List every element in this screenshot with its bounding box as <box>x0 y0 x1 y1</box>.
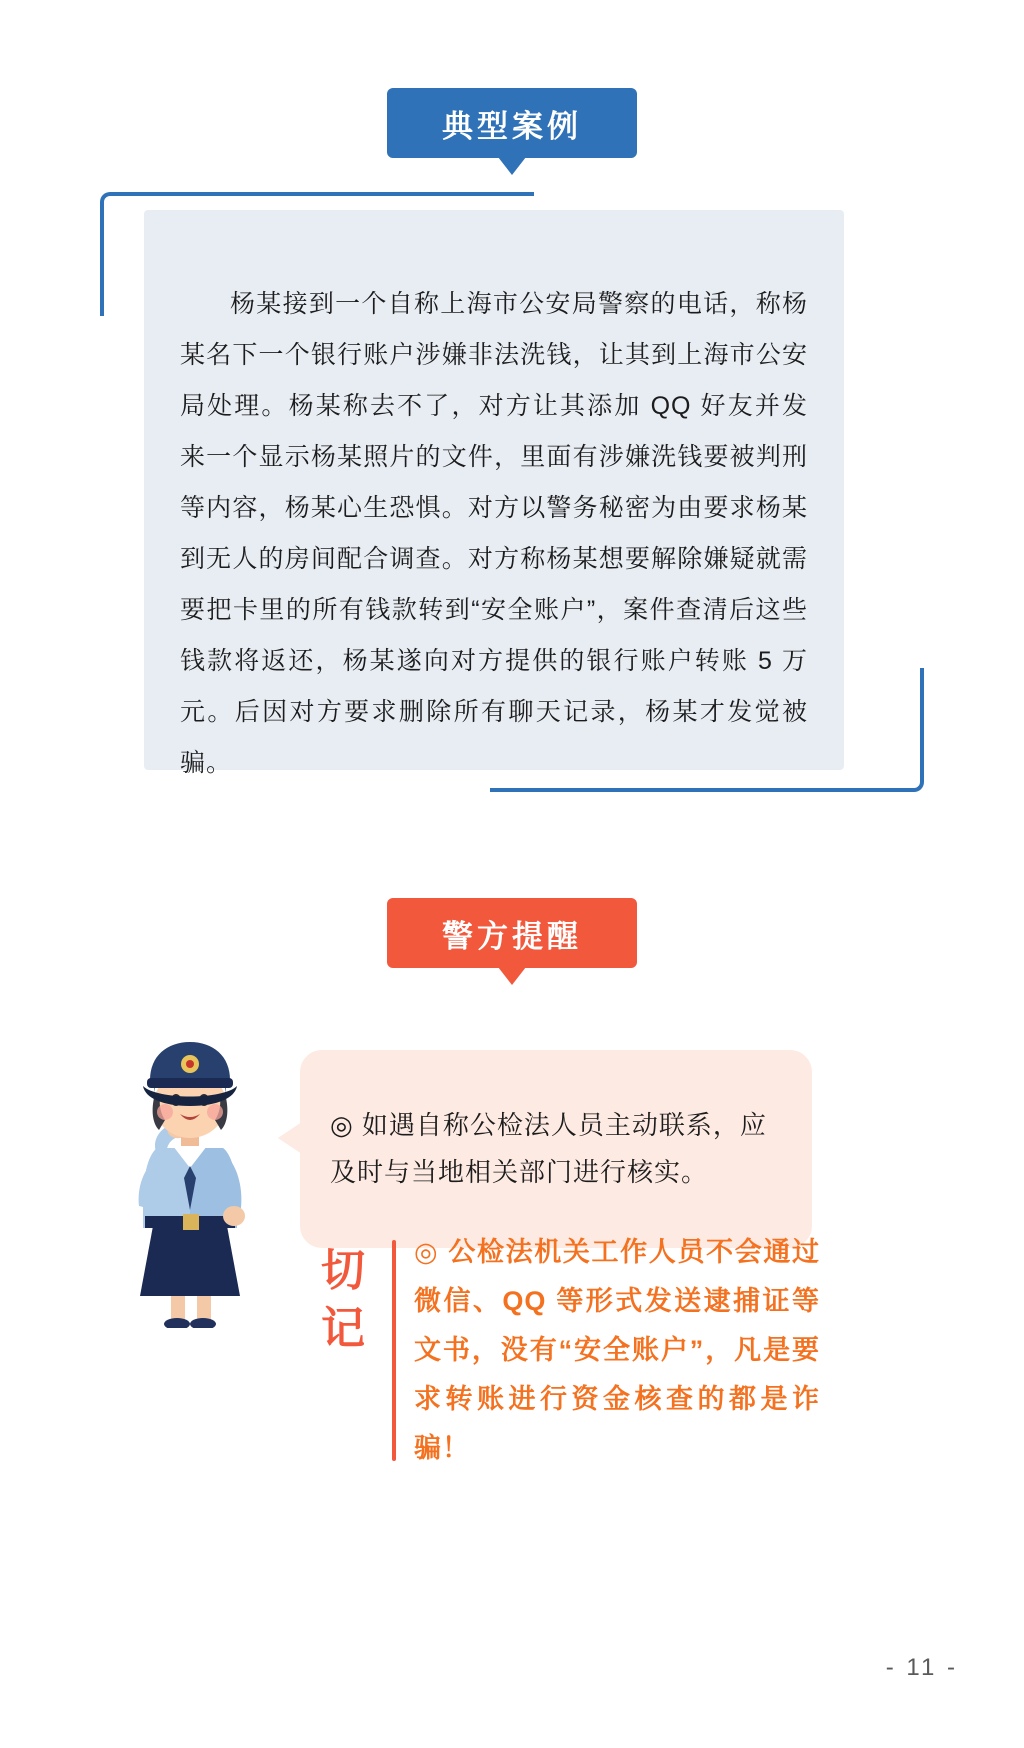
case-banner-label: 典型案例 <box>442 108 582 144</box>
tips-banner <box>387 898 637 968</box>
tips-bubble-text: ◎ 如遇自称公检法人员主动联系，应及时与当地相关部门进行核实。 <box>330 1110 767 1187</box>
remember-divider <box>392 1240 396 1461</box>
remember-label: 切记 <box>321 1246 365 1353</box>
case-card-area <box>100 192 924 792</box>
remember-block <box>300 1228 820 1473</box>
tips-banner-label: 警方提醒 <box>442 918 582 954</box>
case-card <box>144 210 844 777</box>
tips-speech-bubble <box>300 1050 812 1248</box>
case-section <box>0 0 1024 792</box>
case-banner-wrap <box>0 88 1024 158</box>
remember-text: ◎ 公检法机关工作人员不会通过微信、QQ 等形式发送逮捕证等文书，没有“安全账户”，凡是要求转账进行资金核查的都是诈骗！ <box>414 1237 820 1463</box>
police-officer-illustration <box>95 1028 285 1328</box>
page-number: - 11 - <box>885 1654 958 1681</box>
case-body-text: 杨某接到一个自称上海市公安局警察的电话，称杨某名下一个银行账户涉嫌非法洗钱，让其到上海市公安局处理。杨某称去不了，对方让其添加 QQ 好友并发来一个显示杨某照片的文件，里面有涉嫌洗钱要被判刑等内容，杨某心生恐惧。对方以警务秘密为由要求杨某到无人的房间配合调查。对方称杨某想要解除嫌疑就需要把卡里的所有钱款转到“安全账户”，案件查清后这些钱款将返还，杨某遂向对方提供的银行账户转账 5 万元。后因对方要求删除所有聊天记录，杨某才发觉被骗。 <box>180 290 808 777</box>
tips-section <box>0 898 1024 1463</box>
tips-banner-wrap <box>0 898 1024 968</box>
case-banner <box>387 88 637 158</box>
